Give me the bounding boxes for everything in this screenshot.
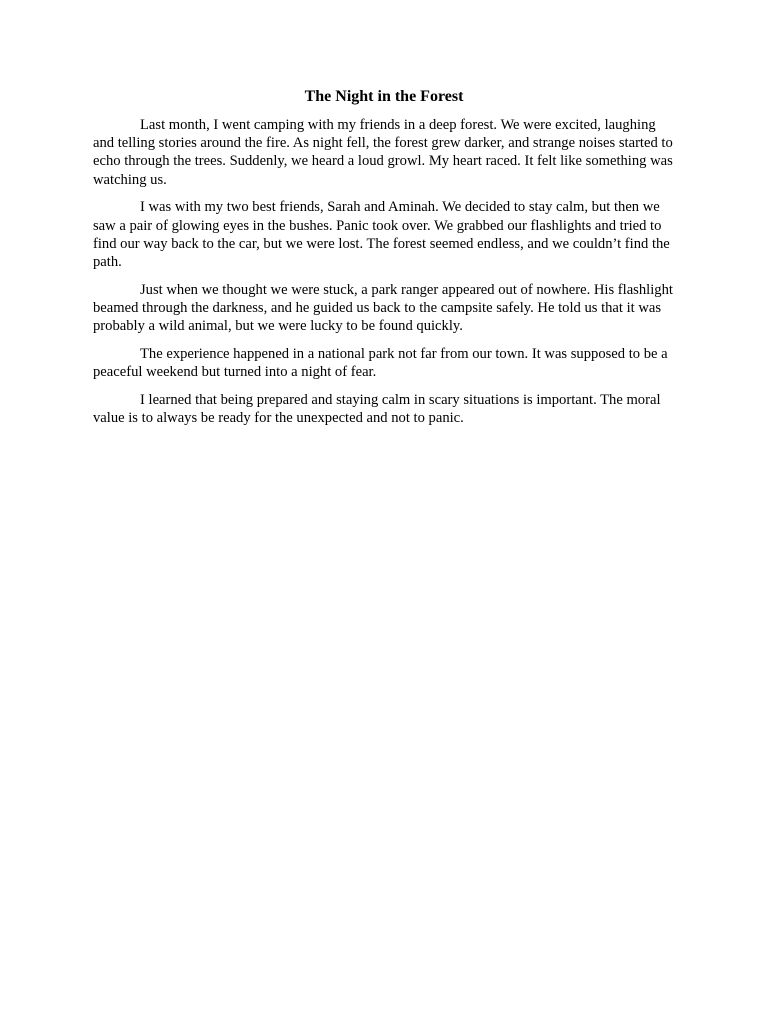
paragraph-5: I learned that being prepared and staying calm in scary situations is important. The moral value is to always be ready for the unexpected and not to panic. — [93, 391, 661, 426]
paragraph-3: Just when we thought we were stuck, a park ranger appeared out of nowhere. His flashlight beamed through the darkness, and he guided us back to the campsite safely. He told us that it was probably a wild animal, but we were lucky to be found quickly. — [93, 281, 673, 335]
paragraph-2: I was with my two best friends, Sarah and Aminah. We decided to stay calm, but then we saw a pair of glowing eyes in the bushes. Panic took over. We grabbed our flashlights and tried to find our way back to the car, but we were lost. The forest seemed endless, and we couldn’t find the path. — [93, 199, 670, 270]
document-page — [93, 87, 675, 437]
paragraph-1: Last month, I went camping with my friends in a deep forest. We were excited, laughing and telling stories around the fire. As night fell, the forest grew darker, and strange noises started to echo through the trees. Suddenly, we heard a loud growl. My heart raced. It felt like something was watching us. — [93, 117, 673, 188]
document-title: The Night in the Forest — [304, 88, 464, 105]
paragraph-4: The experience happened in a national park not far from our town. It was supposed to be a peaceful weekend but turned into a night of fear. — [93, 345, 668, 380]
